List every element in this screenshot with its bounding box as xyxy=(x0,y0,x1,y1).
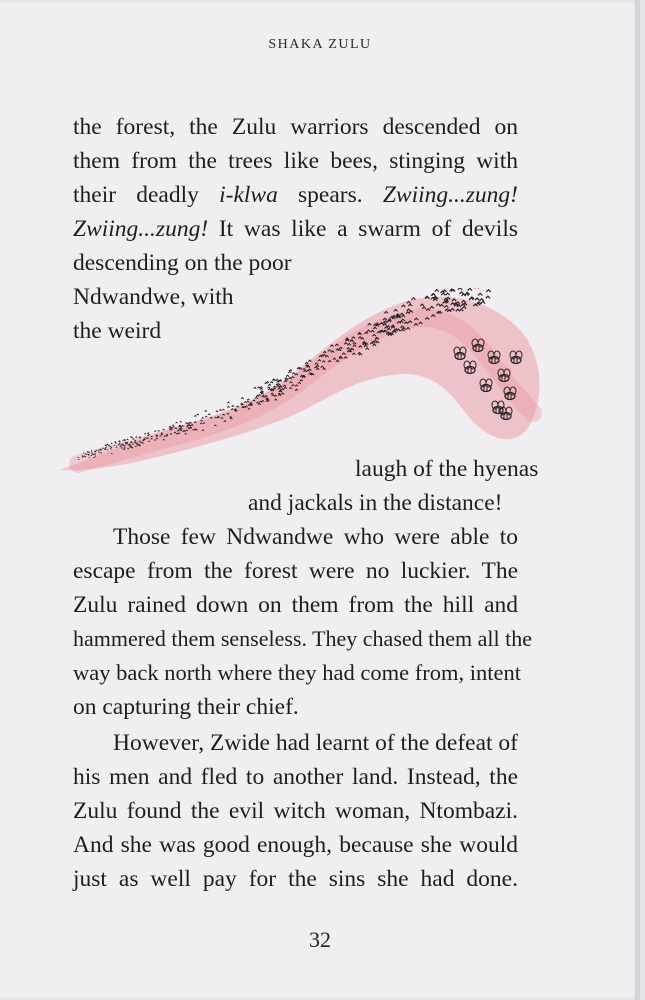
bee-mark xyxy=(118,441,120,442)
running-title: SHAKA ZULU xyxy=(268,37,372,52)
text-line: Zulu rained down on them from the hill and xyxy=(73,592,518,618)
text-line: Zwiing...zung! It was like a swarm of devils xyxy=(73,216,518,242)
bee-mark xyxy=(435,290,439,292)
bee-mark xyxy=(289,370,292,371)
bee-mark xyxy=(169,428,171,429)
bee-mark xyxy=(216,411,218,412)
bee-mark xyxy=(202,417,204,418)
bee-mark xyxy=(247,399,249,400)
bee-mark xyxy=(254,387,257,388)
bee-mark xyxy=(147,433,149,434)
text-line: their deadly i-klwa spears. Zwiing...zung! xyxy=(73,182,518,208)
bee-mark xyxy=(205,410,207,411)
bee-mark xyxy=(441,293,445,295)
bee-mark xyxy=(196,414,198,415)
text-line: and jackals in the distance! xyxy=(248,490,503,516)
bee-mark xyxy=(171,427,173,428)
bee-mark xyxy=(443,290,447,292)
bee-mark xyxy=(446,293,450,295)
text-line: hammered them senseless. They chased them all the xyxy=(73,626,533,651)
text-line: just as well pay for the sins she had done. xyxy=(73,866,518,892)
page-number: 32 xyxy=(309,927,331,952)
bee-mark xyxy=(219,410,221,411)
bee-mark xyxy=(258,387,261,388)
bee-mark xyxy=(286,375,289,376)
bee-mark xyxy=(464,293,468,295)
text-line: escape from the forest were no luckier. The xyxy=(73,558,518,584)
bee-mark xyxy=(241,398,244,399)
bee-mark xyxy=(194,415,196,416)
bee-mark xyxy=(227,406,229,407)
text-line: And she was good enough, because she would xyxy=(73,832,518,858)
text-line: However, Zwide had learnt of the defeat of xyxy=(113,730,518,756)
bee-mark xyxy=(111,443,112,444)
bee-mark xyxy=(163,429,165,430)
bee-mark xyxy=(479,299,483,301)
bee-mark xyxy=(276,379,279,380)
pink-wash xyxy=(60,297,539,471)
bee-mark xyxy=(222,409,224,410)
bee-mark xyxy=(260,388,263,389)
text-line: descending on the poor xyxy=(73,250,292,276)
text-line: way back north where they had come from, intent xyxy=(73,660,521,685)
bee-mark xyxy=(258,395,261,396)
bee-mark xyxy=(158,430,160,431)
text-line: Zulu found the evil witch woman, Ntombazi. xyxy=(73,798,518,824)
bee-mark xyxy=(107,444,108,445)
bee-mark xyxy=(267,387,270,388)
text-line: laugh of the hyenas xyxy=(355,456,539,482)
bee-mark xyxy=(169,426,171,427)
bee-mark xyxy=(268,384,271,385)
bee-swarm-illustration xyxy=(58,284,548,478)
bee-mark xyxy=(172,425,174,426)
bee-mark xyxy=(486,296,490,298)
bee-mark xyxy=(261,393,264,394)
text-line: the forest, the Zulu warriors descended on xyxy=(73,114,518,140)
bee-mark xyxy=(478,293,482,295)
bee-mark xyxy=(115,442,116,443)
page-edge xyxy=(635,0,640,1000)
bee-mark xyxy=(481,301,485,303)
bee-mark xyxy=(270,382,273,383)
bee-mark xyxy=(458,288,462,290)
bee-mark xyxy=(288,371,291,372)
bee-mark xyxy=(208,414,210,415)
bee-mark xyxy=(154,431,156,432)
bee-mark xyxy=(180,421,182,422)
bee-mark xyxy=(176,422,178,423)
bee-mark xyxy=(205,416,207,417)
bee-mark xyxy=(144,433,146,434)
bee-mark xyxy=(475,298,479,300)
bee-mark xyxy=(123,440,125,441)
bee-mark xyxy=(119,442,120,443)
text-line: Those few Ndwandwe who were able to xyxy=(113,524,518,550)
bee-mark xyxy=(247,401,249,402)
bee-mark xyxy=(227,402,229,403)
bee-mark xyxy=(136,437,138,438)
bee-mark xyxy=(127,439,129,440)
text-line: them from the trees like bees, stinging with xyxy=(73,148,518,174)
bee-mark xyxy=(486,290,490,292)
bee-mark xyxy=(173,427,175,428)
text-line: the weird xyxy=(73,318,162,344)
bee-mark xyxy=(468,288,472,290)
bee-mark xyxy=(244,402,246,403)
text-line: his men and fled to another land. Instead, the xyxy=(73,764,518,790)
text-line: Ndwandwe, with xyxy=(73,284,234,310)
bee-mark xyxy=(232,406,234,407)
bee-mark xyxy=(114,441,116,442)
text-line: on capturing their chief. xyxy=(73,694,299,720)
bee-mark xyxy=(131,437,133,438)
